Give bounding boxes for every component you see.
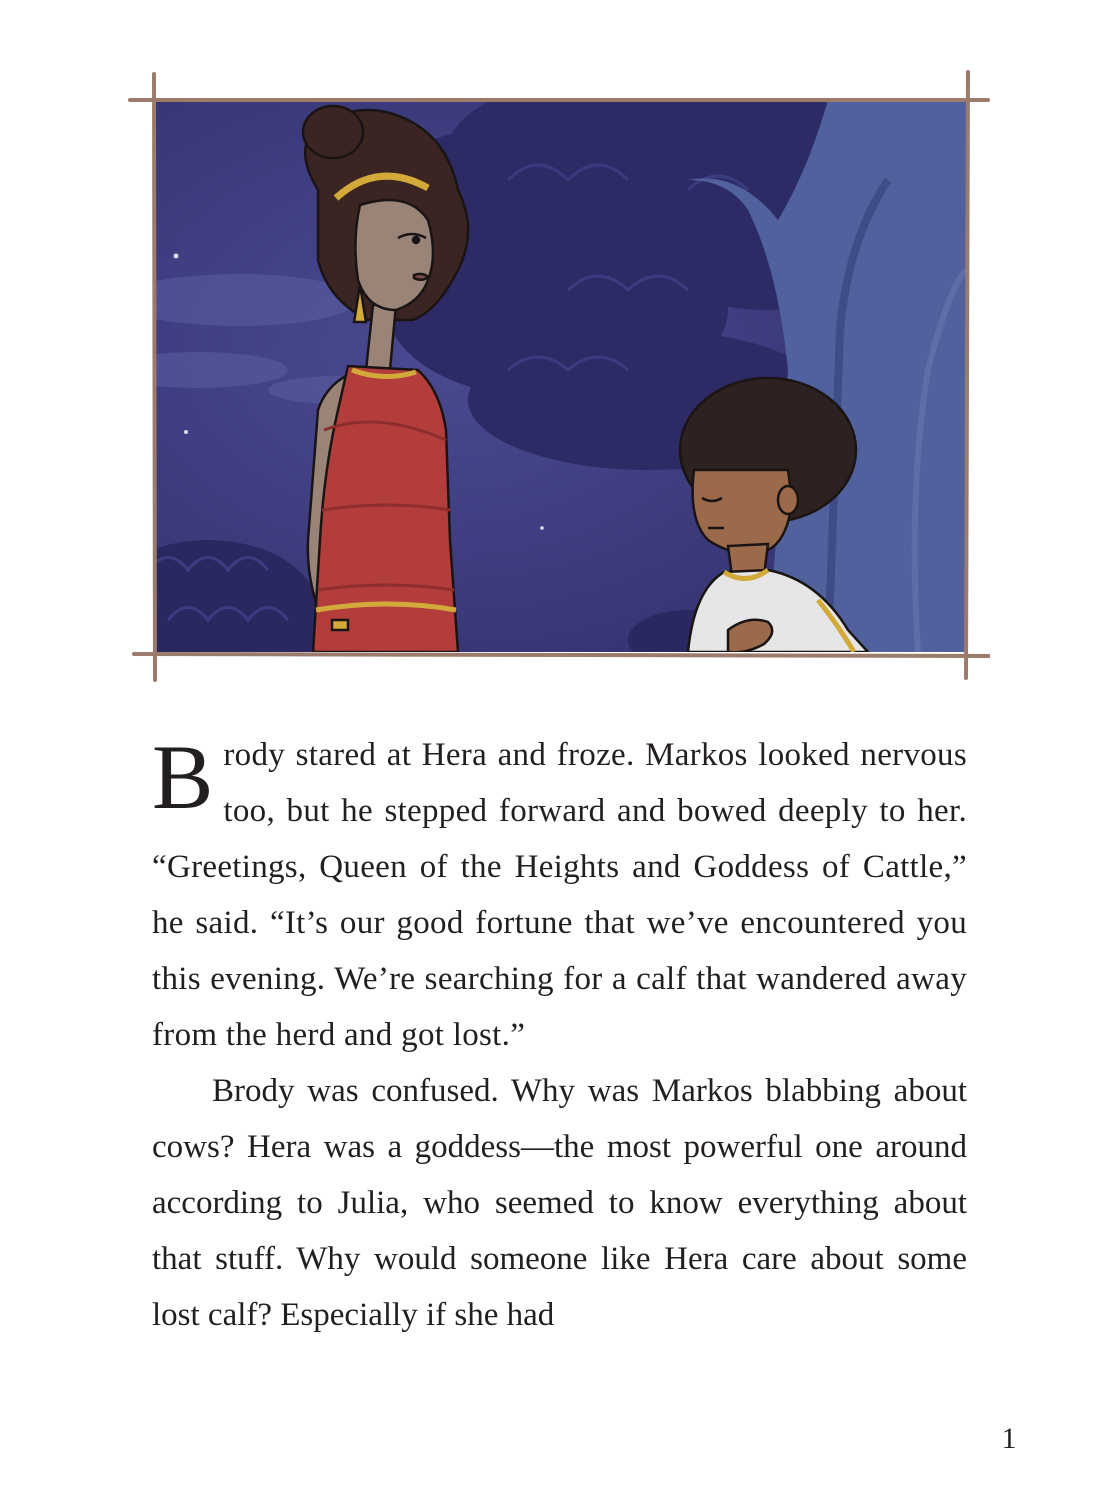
paragraph-2: Brody was confused. Why was Markos blabbing about cows? Hera was a goddess—the most powerful one around according to Julia, who seemed to know everything about that stuff. Why would someone like Hera care about some lost calf? Especially if she had [152,1073,967,1333]
story-text [152,727,967,1343]
story-illustration [128,70,990,682]
night-scene-illustration [128,70,990,682]
page-number: 1 [1001,1422,1017,1455]
paragraph-1-text: rody stared at Hera and froze. Markos looked nervous too, but he stepped forward and bowed deeply to her. “Greetings, Queen of the Heights and Goddess of Cattle,” he said. “It’s our good fortune that we’ve encountered you this evening. We’re searching for a calf that wandered away from the herd and got lost.” [152,737,967,1053]
drop-cap: B [152,726,214,828]
paragraph-1 [152,727,967,1063]
